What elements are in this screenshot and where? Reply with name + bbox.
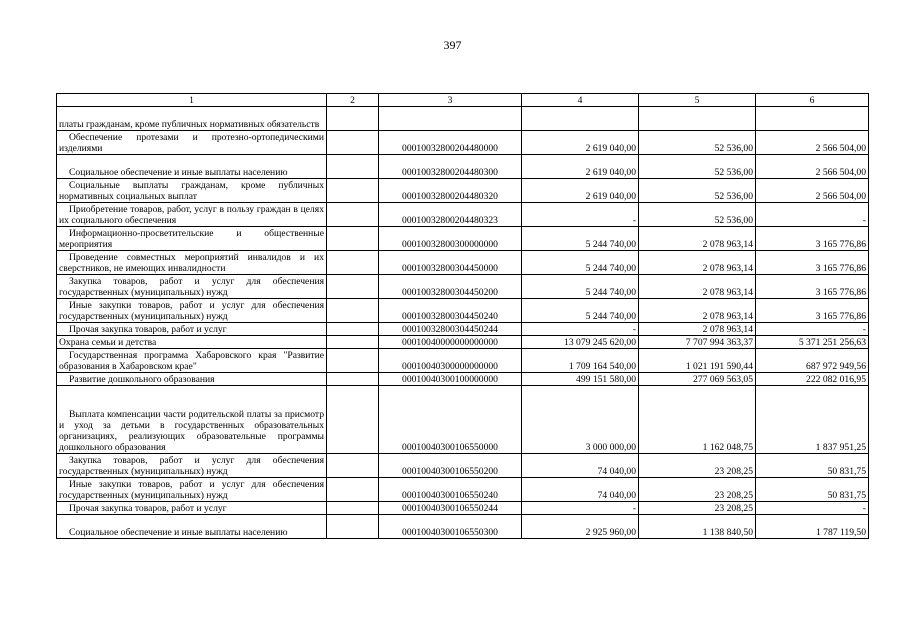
row-code-cell: 00010032800204480300 <box>379 155 522 179</box>
row-value4-cell: 5 244 740,00 <box>522 299 639 323</box>
row-name-cell: Проведение совместных мероприятий инвалидов и их сверстников, не имеющих инвалидности <box>57 251 327 275</box>
row-code-cell: 00010040300000000000 <box>379 349 522 373</box>
row-value4-cell: 1 709 164 540,00 <box>522 349 639 373</box>
row-value6-cell: 2 566 504,00 <box>756 179 869 203</box>
row-value4-cell: 5 244 740,00 <box>522 275 639 299</box>
row-name-cell: Социальные выплаты гражданам, кроме публичных нормативных социальных выплат <box>57 179 327 203</box>
row-column2-cell <box>327 373 379 386</box>
row-code-cell: 00010040300106550300 <box>379 515 522 539</box>
row-name-cell: Охрана семьи и детства <box>57 336 327 349</box>
row-column2-cell <box>327 515 379 539</box>
row-value6-cell <box>756 107 869 131</box>
row-value6-cell: 3 165 776,86 <box>756 227 869 251</box>
row-code-cell: 00010032800304450200 <box>379 275 522 299</box>
column-header: 6 <box>756 94 869 107</box>
row-value6-cell: 50 831,75 <box>756 478 869 502</box>
page-number: 397 <box>443 38 462 52</box>
table-row <box>57 227 869 251</box>
table-row <box>57 515 869 539</box>
column-header: 1 <box>57 94 327 107</box>
row-name-cell: Обеспечение протезами и протезно-ортопедическими изделиями <box>57 131 327 155</box>
table-row <box>57 323 869 336</box>
row-column2-cell <box>327 275 379 299</box>
table-row <box>57 299 869 323</box>
row-value4-cell: 2 619 040,00 <box>522 155 639 179</box>
row-value4-cell: 499 151 580,00 <box>522 373 639 386</box>
row-value5-cell: 1 138 840,50 <box>639 515 756 539</box>
column-header: 3 <box>379 94 522 107</box>
row-code-cell: 00010032800300000000 <box>379 227 522 251</box>
table-row <box>57 251 869 275</box>
table-body <box>57 107 869 539</box>
row-value5-cell: 277 069 563,05 <box>639 373 756 386</box>
table-row <box>57 179 869 203</box>
row-name-cell: Закупка товаров, работ и услуг для обеспечения государственных (муниципальных) нужд <box>57 275 327 299</box>
row-value6-cell: 2 566 504,00 <box>756 131 869 155</box>
table-row <box>57 336 869 349</box>
row-code-cell: 00010032800204480323 <box>379 203 522 227</box>
row-value5-cell: 2 078 963,14 <box>639 275 756 299</box>
row-value6-cell: - <box>756 203 869 227</box>
row-value4-cell: 74 040,00 <box>522 478 639 502</box>
row-value5-cell: 52 536,00 <box>639 131 756 155</box>
row-value5-cell: 1 021 191 590,44 <box>639 349 756 373</box>
row-value6-cell: 1 837 951,25 <box>756 386 869 454</box>
row-code-cell: 00010032800304450244 <box>379 323 522 336</box>
row-value5-cell: 52 536,00 <box>639 203 756 227</box>
row-code-cell: 00010040300106550240 <box>379 478 522 502</box>
row-code-cell <box>379 107 522 131</box>
row-code-cell: 00010040300100000000 <box>379 373 522 386</box>
table-row <box>57 478 869 502</box>
table-row <box>57 155 869 179</box>
row-column2-cell <box>327 251 379 275</box>
row-column2-cell <box>327 155 379 179</box>
table-row <box>57 275 869 299</box>
row-column2-cell <box>327 107 379 131</box>
table-row <box>57 454 869 478</box>
column-header: 4 <box>522 94 639 107</box>
row-column2-cell <box>327 349 379 373</box>
row-column2-cell <box>327 454 379 478</box>
row-value6-cell: - <box>756 502 869 515</box>
row-value5-cell: 1 162 048,75 <box>639 386 756 454</box>
row-name-cell: Прочая закупка товаров, работ и услуг <box>57 323 327 336</box>
row-value4-cell: - <box>522 502 639 515</box>
row-value4-cell: - <box>522 323 639 336</box>
row-column2-cell <box>327 299 379 323</box>
row-name-cell: Прочая закупка товаров, работ и услуг <box>57 502 327 515</box>
table-row <box>57 373 869 386</box>
column-header: 5 <box>639 94 756 107</box>
row-value6-cell: 5 371 251 256,63 <box>756 336 869 349</box>
row-value5-cell: 7 707 994 363,37 <box>639 336 756 349</box>
row-value6-cell: - <box>756 323 869 336</box>
row-code-cell: 00010040300106550200 <box>379 454 522 478</box>
column-header: 2 <box>327 94 379 107</box>
row-value5-cell: 2 078 963,14 <box>639 227 756 251</box>
row-code-cell: 00010032800204480000 <box>379 131 522 155</box>
row-value4-cell: 5 244 740,00 <box>522 227 639 251</box>
row-name-cell: Выплата компенсации части родительской платы за присмотр и уход за детьми в государственных образовательных организациях, реализующих образовательные программы дошкольного образования <box>57 386 327 454</box>
row-value4-cell: 5 244 740,00 <box>522 251 639 275</box>
row-name-cell: Закупка товаров, работ и услуг для обеспечения государственных (муниципальных) нужд <box>57 454 327 478</box>
row-value5-cell: 23 208,25 <box>639 478 756 502</box>
row-code-cell: 00010040000000000000 <box>379 336 522 349</box>
row-code-cell: 00010040300106550000 <box>379 386 522 454</box>
row-value5-cell: 2 078 963,14 <box>639 251 756 275</box>
row-name-cell: Иные закупки товаров, работ и услуг для обеспечения государственных (муниципальных) нужд <box>57 478 327 502</box>
row-value5-cell <box>639 107 756 131</box>
row-code-cell: 00010040300106550244 <box>379 502 522 515</box>
row-column2-cell <box>327 336 379 349</box>
row-value4-cell <box>522 107 639 131</box>
row-column2-cell <box>327 386 379 454</box>
row-column2-cell <box>327 203 379 227</box>
table-row <box>57 386 869 454</box>
row-value4-cell: 13 079 245 620,00 <box>522 336 639 349</box>
row-value4-cell: 2 619 040,00 <box>522 131 639 155</box>
row-name-cell: платы гражданам, кроме публичных нормативных обязательств <box>57 107 327 131</box>
row-code-cell: 00010032800304450000 <box>379 251 522 275</box>
row-code-cell: 00010032800204480320 <box>379 179 522 203</box>
row-value6-cell: 222 082 016,95 <box>756 373 869 386</box>
row-column2-cell <box>327 502 379 515</box>
table-row <box>57 107 869 131</box>
row-value5-cell: 52 536,00 <box>639 179 756 203</box>
budget-table <box>56 93 869 539</box>
row-name-cell: Информационно-просветительские и общественные мероприятия <box>57 227 327 251</box>
table-row <box>57 131 869 155</box>
row-name-cell: Иные закупки товаров, работ и услуг для обеспечения государственных (муниципальных) нужд <box>57 299 327 323</box>
table-row <box>57 203 869 227</box>
row-name-cell: Социальное обеспечение и иные выплаты населению <box>57 515 327 539</box>
row-value6-cell: 50 831,75 <box>756 454 869 478</box>
row-column2-cell <box>327 131 379 155</box>
row-value4-cell: 3 000 000,00 <box>522 386 639 454</box>
row-value5-cell: 2 078 963,14 <box>639 323 756 336</box>
row-column2-cell <box>327 478 379 502</box>
row-value6-cell: 3 165 776,86 <box>756 299 869 323</box>
row-value5-cell: 23 208,25 <box>639 454 756 478</box>
row-name-cell: Приобретение товаров, работ, услуг в пользу граждан в целях их социального обеспечения <box>57 203 327 227</box>
row-value4-cell: 2 619 040,00 <box>522 179 639 203</box>
row-value5-cell: 52 536,00 <box>639 155 756 179</box>
row-value5-cell: 2 078 963,14 <box>639 299 756 323</box>
row-name-cell: Государственная программа Хабаровского края "Развитие образования в Хабаровском крае" <box>57 349 327 373</box>
row-value4-cell: - <box>522 203 639 227</box>
row-name-cell: Социальное обеспечение и иные выплаты населению <box>57 155 327 179</box>
row-column2-cell <box>327 179 379 203</box>
table-row <box>57 349 869 373</box>
row-value6-cell: 1 787 119,50 <box>756 515 869 539</box>
row-value4-cell: 74 040,00 <box>522 454 639 478</box>
row-value4-cell: 2 925 960,00 <box>522 515 639 539</box>
row-value6-cell: 3 165 776,86 <box>756 275 869 299</box>
row-value5-cell: 23 208,25 <box>639 502 756 515</box>
row-value6-cell: 687 972 949,56 <box>756 349 869 373</box>
row-code-cell: 00010032800304450240 <box>379 299 522 323</box>
row-column2-cell <box>327 227 379 251</box>
row-column2-cell <box>327 323 379 336</box>
table-header-row <box>57 94 869 107</box>
row-value6-cell: 2 566 504,00 <box>756 155 869 179</box>
row-name-cell: Развитие дошкольного образования <box>57 373 327 386</box>
table-row <box>57 502 869 515</box>
row-value6-cell: 3 165 776,86 <box>756 251 869 275</box>
